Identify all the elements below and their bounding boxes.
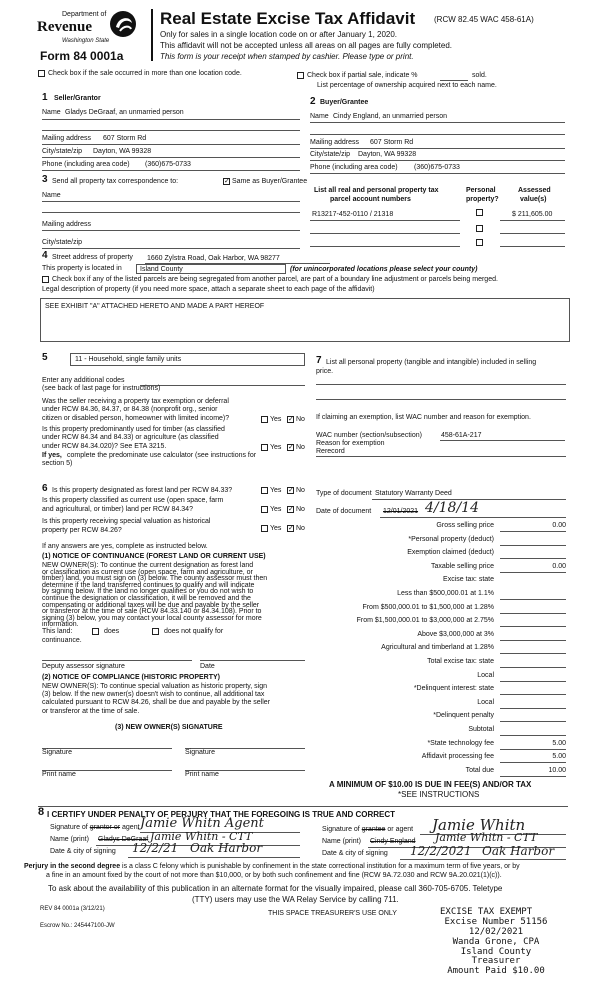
section-7-number: 7 <box>316 355 322 366</box>
s7-text-1: List all personal property (tangible and intangible) included in selling <box>326 359 537 366</box>
header-line-1: Only for sales in a single location code on or after January 1, 2020. <box>160 30 398 39</box>
doc-date-handwritten: 4/18/14 <box>425 500 479 516</box>
tax-row-value: 5.00 <box>552 739 566 747</box>
header-line-2: This affidavit will not be accepted unless all areas on all pages are fully completed. <box>160 41 453 50</box>
notice-line: determine if the land transferred continues to qualify and will indicate <box>42 581 255 589</box>
legal-description-field[interactable] <box>40 298 570 342</box>
tax-row-value: 0.00 <box>552 522 566 529</box>
does-label: does <box>104 628 120 635</box>
s6-q2-no-checkbox[interactable]: ✓ <box>288 506 294 513</box>
assessed-header-2: value(s) <box>520 196 547 203</box>
county-value: Island County <box>140 266 183 273</box>
notice-line: NEW OWNER(S): To continue the current designation as forest land <box>42 562 254 569</box>
stamp-line: Wanda Grone, CPA <box>452 936 540 947</box>
use-code-select[interactable] <box>70 353 305 366</box>
s6-q2-line1: Is this property classified as current use (open space, farm <box>42 497 224 504</box>
tax-row-line <box>500 653 566 654</box>
notice-line: or transferor at the time of sale (RCW 84.33.140 or 84.34.108). Prior to <box>42 608 262 616</box>
tax-row-line <box>500 749 566 750</box>
treasurer-use-only: THIS SPACE TREASURER'S USE ONLY <box>268 910 397 917</box>
grantee-name-handwritten: Jamie Whitn - CTT <box>435 831 538 844</box>
alternate-format-line-2: (TTY) users may use the WA Relay Service by calling 711. <box>192 895 399 904</box>
parcel-number: R13217-452-0110 / 21318 <box>312 211 394 218</box>
legal-label: Legal description of property (if you need more space, attach a separate sheet to each page of the affidavit) <box>42 286 375 293</box>
revision-number: REV 84 0001a (3/12/21) <box>40 906 105 912</box>
section5-note: section 5) <box>42 460 73 467</box>
grantee-name-struck: Cindy England <box>370 838 416 845</box>
s6-q3-no-checkbox[interactable]: ✓ <box>288 525 294 532</box>
s6-q1-no-checkbox[interactable]: ✓ <box>288 487 294 494</box>
tax-row-value: 0.00 <box>552 562 566 570</box>
grantor-city: Oak Harbor <box>190 841 263 855</box>
s6-q3-line1: Is this property receiving special valuation as historical <box>42 518 211 525</box>
if-yes-label: If yes, <box>42 452 62 459</box>
s5-q1-line1: Was the seller receiving a property tax exemption or deferral <box>42 398 229 405</box>
form-number: Form 84 0001a <box>40 49 124 63</box>
street-address: 1660 Zylstra Road, Oak Harbor, WA 98277 <box>147 255 280 262</box>
partial-sale-label: Check box if partial sale, indicate % <box>307 72 418 79</box>
tax-row-line <box>500 572 566 573</box>
tax-row-line <box>500 708 566 709</box>
buyer-csz-label: City/state/zip <box>310 151 351 158</box>
seller-csz-label: City/state/zip <box>42 148 83 155</box>
tax-row-label: Local <box>477 671 494 679</box>
wac-number: 458-61A-217 <box>441 432 482 439</box>
buyer-name-label: Name <box>310 113 329 120</box>
tax-row-line <box>500 776 566 777</box>
state-label: Washington State <box>62 38 110 44</box>
tax-row-label: From $1,500,000.01 to $3,000,000 at 2.75% <box>356 617 494 625</box>
seller-name-label: Name <box>42 109 61 116</box>
assessed-header-1: Assessed <box>518 187 551 194</box>
if-yes-text: complete the predominate use calculator (see instructions for <box>67 452 257 459</box>
stamp-line: 12/02/2021 <box>468 926 524 937</box>
notice-line: calculated pursuant to RCW 84.26, shall be due and payable by the seller <box>42 699 271 707</box>
perjury-line-2: a fine in an amount fixed by the court of not more than $10,000, or by both such confinement and fine (RCW 9A.72.030 and RCW 9A.20.021(1)(c)). <box>46 872 502 879</box>
notice-2-title: (2) NOTICE OF COMPLIANCE (HISTORIC PROPERTY) <box>42 674 220 681</box>
section-1-number: 1 <box>42 92 48 103</box>
buyer-csz: Dayton, WA 99328 <box>358 151 417 158</box>
tax-row-line <box>500 640 566 641</box>
seller-phone: (360)675-0733 <box>145 161 191 168</box>
s5-q1-yes-checkbox[interactable] <box>261 416 268 423</box>
notice-1-title: (1) NOTICE OF CONTINUANCE (FOREST LAND OR CURRENT USE) <box>42 553 266 560</box>
stamp-line: Amount Paid $10.00 <box>447 966 545 977</box>
correspondence-label: Send all property tax correspondence to: <box>52 178 179 185</box>
partial-sale-checkbox[interactable] <box>297 72 304 79</box>
use-code: 11 - Household, single family units <box>75 356 182 363</box>
grantor-signature: Jamie Whitn Agent <box>140 816 264 831</box>
s6-q3-yes-checkbox[interactable] <box>261 525 268 532</box>
tax-row-line <box>500 599 566 600</box>
perjury-line-1: Perjury in the second degree is a class C felony which is punishable by confinement in the state correctional institution for a maximum term of five years, or by <box>24 863 520 870</box>
tax-row-label: Above $3,000,000 at 3% <box>417 630 494 638</box>
grantee-city: Oak Harbor <box>482 844 555 858</box>
alternate-format-line-1: To ask about the availability of this publication in an alternate format for the visually impaired, please call 360-705-6705. Teletype <box>48 884 503 893</box>
s3-mail-label: Mailing address <box>42 221 92 228</box>
additional-codes-note: (see back of last page for instructions) <box>42 385 161 392</box>
tax-row-label: Less than $500,000.01 at 1.1% <box>397 590 494 597</box>
sold-label: sold. <box>472 72 487 79</box>
tax-row-label: *Delinquent interest: state <box>413 685 494 693</box>
personal-header-2: property? <box>466 196 499 203</box>
percentage-note: List percentage of ownership acquired next to each name. <box>317 82 497 89</box>
s6-q2-line2: and agricultural, or timber) land per RCW 84.34? <box>42 506 193 513</box>
tax-row-line <box>500 558 566 559</box>
tax-row-label: *Delinquent penalty <box>433 712 494 720</box>
does-not-qualify-checkbox[interactable] <box>152 628 159 635</box>
new-owner-print-2: Print name <box>185 771 219 778</box>
notice-line: signing (3) below, you may contact your local county assessor for more <box>42 614 262 622</box>
this-land-label: This land: <box>42 628 73 635</box>
s3-csz-label: City/state/zip <box>42 239 83 246</box>
s6-q3-no-label: No <box>296 525 305 532</box>
s5-q2-no-label: No <box>296 444 305 451</box>
tax-row-line <box>500 762 566 763</box>
legal-description: SEE EXHIBIT "A" ATTACHED HERETO AND MADE A PART HEREOF <box>45 303 265 310</box>
s5-q2-line1: Is this property predominantly used for timber (as classified <box>42 426 225 433</box>
section-5-number: 5 <box>42 352 48 363</box>
s5-q2-line2: under RCW 84.34 and 84.33) or agriculture (as classified <box>42 434 219 441</box>
does-qualify-checkbox[interactable] <box>92 628 99 635</box>
stamp-line: Island County Treasurer <box>460 946 532 967</box>
grantee-signature: Jamie Whitn <box>432 816 526 834</box>
grantor-name-label: Name (print) <box>50 836 89 843</box>
s5-q1-no-label: No <box>296 416 305 423</box>
same-as-buyer-label: Same as Buyer/Grantee <box>232 178 308 185</box>
notice-3-title: (3) NEW OWNER(S) SIGNATURE <box>115 724 223 731</box>
segregated-label: Check box if any of the listed parcels are being segregated from another parcel, are part of a boundary line adjustment or parcels being merged. <box>52 276 498 283</box>
header-line-3: This form is your receipt when stamped by cashier. Please type or print. <box>160 52 414 61</box>
parcel-header-2: parcel account numbers <box>330 196 411 203</box>
tax-row-line <box>500 531 566 532</box>
grantee-date: 12/2/2021 <box>410 844 472 858</box>
tax-row-label: Affidavit processing fee <box>421 753 494 761</box>
continuance-label: continuance. <box>42 637 82 644</box>
escrow-number: Escrow No.: 245447100-JW <box>40 923 115 929</box>
doc-date-struck: 12/01/2021 <box>383 508 419 515</box>
buyer-name: Cindy England, an unmarried person <box>333 113 448 120</box>
agency-logo-text: Revenue <box>37 19 92 35</box>
seller-mail: 607 Storm Rd <box>103 135 147 142</box>
s6-q2-no-label: No <box>296 506 305 513</box>
buyer-phone: (360)675-0733 <box>414 164 460 171</box>
minimum-due-note: A MINIMUM OF $10.00 IS DUE IN FEE(S) AND/OR TAX <box>329 780 532 789</box>
assessed-value: $ 211,605.00 <box>512 211 553 218</box>
tax-row-label: Total excise tax: state <box>427 658 494 665</box>
stamp-line: Excise Number 51156 <box>444 916 548 927</box>
treasurer-stamp <box>440 908 552 977</box>
seller-heading: Seller/Grantor <box>54 95 101 102</box>
section-3-number: 3 <box>42 174 48 185</box>
grantor-date: 12/2/21 <box>132 841 179 855</box>
new-owner-print-1: Print name <box>42 771 76 778</box>
tax-row-line <box>500 721 566 722</box>
see-instructions: *SEE INSTRUCTIONS <box>398 790 480 799</box>
notice-line: NEW OWNER(S): To continue special valuation as historic property, sign <box>42 683 267 690</box>
tax-row-line <box>500 694 566 695</box>
s5-q2-yes-label: Yes <box>270 444 282 451</box>
dept-label: Department of <box>62 11 107 18</box>
multi-location-checkbox[interactable] <box>38 70 45 77</box>
personal-property-checkbox-3[interactable] <box>476 239 483 246</box>
tax-row-label: Total due <box>465 766 494 774</box>
grantee-name-label: Name (print) <box>322 838 361 845</box>
grantor-name-struck: Gladys DeGraaf <box>98 836 149 843</box>
tax-row-label: Subtotal <box>468 726 494 733</box>
tax-row-label: From $500,000.01 to $1,500,000 at 1.28% <box>362 603 494 611</box>
grantor-sig-label: Signature of grantor or agent <box>50 824 140 831</box>
section-4-number: 4 <box>42 250 48 261</box>
s6-q1-yes-checkbox[interactable] <box>261 487 268 494</box>
tax-row-line <box>500 626 566 627</box>
s6-q2-yes-checkbox[interactable] <box>261 506 268 513</box>
wac-label: WAC number (section/subsection) <box>316 432 422 439</box>
notice-line: compensating or additional taxes will be due and payable by the seller <box>42 601 260 609</box>
tax-row-line <box>500 735 566 736</box>
seller-csz: Dayton, WA 99328 <box>93 148 152 155</box>
segregated-checkbox[interactable] <box>42 276 49 283</box>
notice-line: or transferor at the time of sale. <box>42 707 140 715</box>
seller-phone-label: Phone (including area code) <box>42 161 130 168</box>
personal-header-1: Personal <box>466 187 496 194</box>
notice-line: by signing below. If the land no longer qualifies or you do not wish to <box>42 588 254 596</box>
buyer-mail: 607 Storm Rd <box>370 139 414 146</box>
notice-line: continue the designation or classification, it will be removed and the <box>42 595 251 602</box>
certify-statement: I CERTIFY UNDER PENALTY OF PERJURY THAT THE FOREGOING IS TRUE AND CORRECT <box>47 810 396 819</box>
tax-row-label: *Personal property (deduct) <box>408 535 494 543</box>
stamp-line: EXCISE TAX EXEMPT <box>440 907 533 917</box>
reason: Rerecord <box>316 448 345 455</box>
tax-row-label: Exemption claimed (deduct) <box>407 549 494 557</box>
tax-row-value: 10.00 <box>548 766 566 774</box>
notice-line: (3) below. If the new owner(s) doesn't wish to continue, all additional tax <box>42 691 265 699</box>
buyer-phone-label: Phone (including area code) <box>310 164 398 171</box>
street-label: Street address of property <box>52 254 133 261</box>
tax-row-label: *State technology fee <box>427 739 494 747</box>
grantor-name-handwritten: Jamie Whitn - CTT <box>150 830 253 843</box>
s3-name-label: Name <box>42 192 61 199</box>
s7-text-2: price. <box>316 368 334 375</box>
revenue-logo-icon <box>108 9 138 39</box>
s5-q2-no-checkbox[interactable]: ✓ <box>288 444 294 451</box>
notice-line: timber) land, you must sign on (3) below. The county assessor must then <box>42 575 268 583</box>
tax-row-line <box>500 681 566 682</box>
seller-mail-label: Mailing address <box>42 135 92 142</box>
exemption-question: If claiming an exemption, list WAC number and reason for exemption. <box>316 414 531 421</box>
s6-q3-yes-label: Yes <box>270 525 282 532</box>
s5-q1-yes-label: Yes <box>270 416 282 423</box>
tax-row-line <box>500 613 566 614</box>
section-2-number: 2 <box>310 96 316 107</box>
grantor-date-label: Date & city of signing <box>50 848 116 855</box>
multi-location-label: Check box if the sale occurred in more than one location code. <box>48 70 242 77</box>
rcw-reference: (RCW 82.45 WAC 458-61A) <box>434 15 534 24</box>
seller-name: Gladys DeGraaf, an unmarried person <box>65 109 184 116</box>
deputy-signature-label: Deputy assessor signature <box>42 663 125 670</box>
same-as-buyer-checkbox[interactable]: ✓ <box>224 178 230 185</box>
s5-q2-yes-checkbox[interactable] <box>261 444 268 451</box>
county-select[interactable] <box>136 264 286 274</box>
doc-date-label: Date of document <box>316 508 372 515</box>
section-8-number: 8 <box>38 806 45 818</box>
new-owner-signature-1: Signature <box>42 749 72 756</box>
deputy-date-label: Date <box>200 663 215 670</box>
section-6-number: 6 <box>42 483 48 494</box>
unincorporated-note: (for unincorporated locations please select your county) <box>290 266 478 273</box>
tax-row-label: Local <box>477 698 494 706</box>
s6-q1-no-label: No <box>296 487 305 494</box>
tax-row-label: Agricultural and timberland at 1.28% <box>381 644 494 652</box>
parcel-header-1: List all real and personal property tax <box>314 187 439 194</box>
s6-q3-line2: property per RCW 84.26? <box>42 527 122 534</box>
tax-row-value: 5.00 <box>552 753 566 761</box>
buyer-heading: Buyer/Grantee <box>320 99 369 106</box>
located-label: This property is located in <box>42 265 122 272</box>
s6-q2-yes-label: Yes <box>270 506 282 513</box>
s6-q1: Is this property designated as forest land per RCW 84.33? <box>52 487 233 494</box>
tax-row-label: Gross selling price <box>436 522 494 529</box>
reason-label: Reason for exemption <box>316 440 385 447</box>
s5-q1-no-checkbox[interactable]: ✓ <box>288 416 294 423</box>
personal-property-checkbox-2[interactable] <box>476 225 483 232</box>
additional-codes-label: Enter any additional codes <box>42 377 125 384</box>
grantee-sig-label: Signature of grantee or agent <box>322 826 414 833</box>
doc-type: Statutory Warranty Deed <box>375 490 452 497</box>
new-owner-signature-2: Signature <box>185 749 215 756</box>
tax-row-label: Excise tax: state <box>443 576 494 584</box>
buyer-mail-label: Mailing address <box>310 139 360 146</box>
s5-q2-line3: under RCW 84.34.020)? See ETA 3215. <box>42 443 167 450</box>
does-not-label: does not qualify for <box>164 628 224 635</box>
tax-row-line <box>500 545 566 546</box>
s6-q1-yes-label: Yes <box>270 487 282 494</box>
personal-property-checkbox-1[interactable] <box>476 209 483 216</box>
s5-q1-line2: under RCW 84.36, 84.37, or 84.38 (nonprofit org., senior <box>42 406 218 413</box>
s5-q1-line3: citizen or disabled person, homeowner with limited income)? <box>42 415 230 422</box>
notice-line: or classification as current use (open space, farm and agriculture, or <box>42 568 253 576</box>
tax-row-label: Taxable selling price <box>430 562 494 570</box>
grantee-date-label: Date & city of signing <box>322 850 388 857</box>
doc-type-label: Type of document <box>316 490 372 497</box>
any-yes-note: If any answers are yes, complete as instructed below. <box>42 543 208 550</box>
notice-line: information. <box>42 621 79 629</box>
tax-row-line <box>500 667 566 668</box>
form-title: Real Estate Excise Tax Affidavit <box>160 9 416 28</box>
